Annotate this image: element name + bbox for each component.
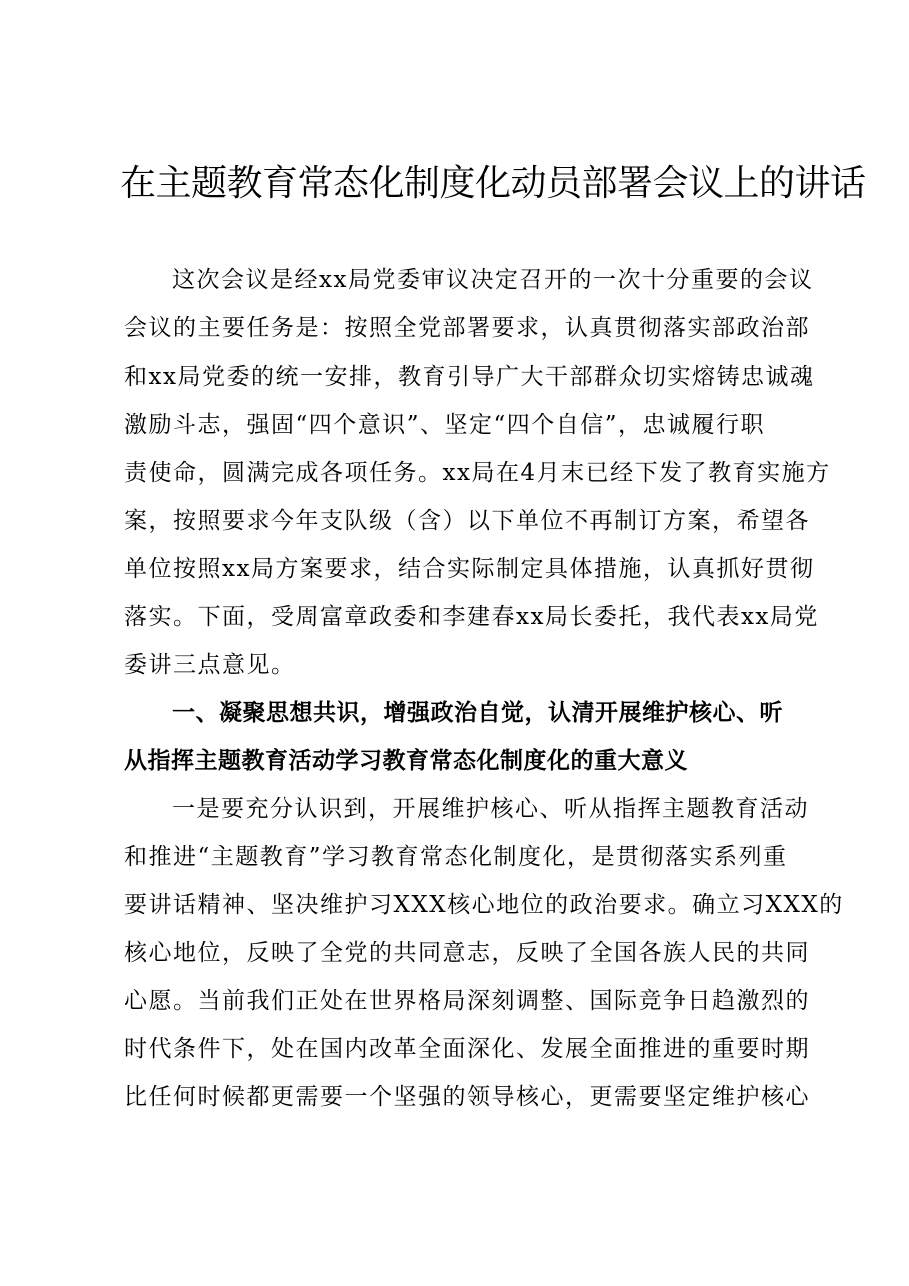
paragraph-line: 核心地位，反映了全党的共同意志，反映了全国各族人民的共同: [124, 940, 810, 966]
paragraph-line: 和xx局党委的统一安排，教育引导广大干部群众切实熔铸忠诚魂: [124, 364, 815, 390]
paragraph-line: 责使命，圆满完成各项任务。xx局在4月末已经下发了教育实施方: [124, 460, 831, 486]
document-title: 在主题教育常态化制度化动员部署会议上的讲话: [120, 163, 866, 204]
paragraph-line: 委讲三点意见。: [124, 652, 296, 678]
section-heading-line: 一、凝聚思想共识，增强政治自觉，认清开展维护核心、听: [172, 700, 783, 726]
paragraph-line: 心愿。当前我们正处在世界格局深刻调整、国际竞争日趋激烈的: [124, 988, 810, 1014]
section-heading-line: 从指挥主题教育活动学习教育常态化制度化的重大意义: [124, 748, 688, 774]
paragraph-line: 落实。下面，受周富章政委和李建春xx局长委托，我代表xx局党: [124, 604, 819, 630]
paragraph-line: 要讲话精神、坚决维护习XXX核心地位的政治要求。确立习XXX的: [124, 892, 844, 918]
paragraph-line: 会议的主要任务是：按照全党部署要求，认真贯彻落实部政治部: [124, 315, 810, 341]
paragraph-line: 案，按照要求今年支队级（含）以下单位不再制订方案，希望各: [124, 508, 810, 534]
paragraph-line: 比任何时候都更需要一个坚强的领导核心，更需要坚定维护核心: [124, 1084, 810, 1110]
paragraph-line: 激励斗志，强固“四个意识”、坚定“四个自信”，忠诚履行职: [124, 412, 766, 438]
paragraph-line: 时代条件下，处在国内改革全面深化、发展全面推进的重要时期: [124, 1036, 810, 1062]
paragraph-line: 和推进“主题教育”学习教育常态化制度化，是贯彻落实系列重: [124, 844, 788, 870]
paragraph-line: 这次会议是经xx局党委审议决定召开的一次十分重要的会议: [172, 267, 814, 293]
paragraph-line: 单位按照xx局方案要求，结合实际制定具体措施，认真抓好贯彻: [124, 556, 815, 582]
paragraph-line: 一是要充分认识到，开展维护核心、听从指挥主题教育活动: [172, 796, 809, 822]
